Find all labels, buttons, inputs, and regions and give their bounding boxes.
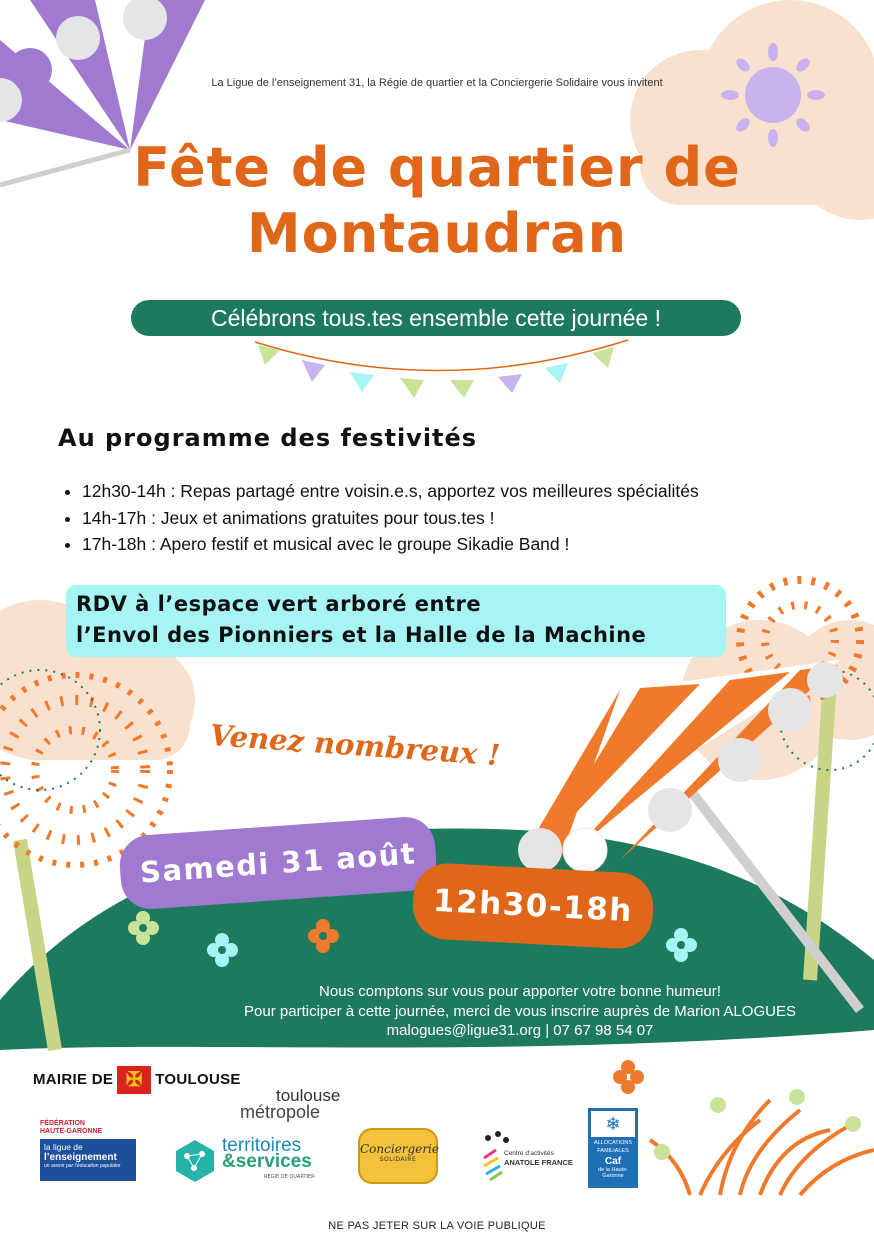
logo-mairie-toulouse: MAIRIE DE ✠ TOULOUSE	[33, 1066, 241, 1094]
program-item: • 17h-18h : Apero festif et musical avec le groupe Sikadie Band !	[82, 531, 699, 558]
come-many-text: Venez nombreux !	[208, 718, 502, 773]
logo-toulouse-metropole: toulouse métropole	[240, 1086, 341, 1122]
network-icon	[172, 1138, 218, 1184]
program-list	[56, 478, 699, 558]
event-time: 12h30-18h	[411, 862, 655, 950]
page-title	[60, 135, 814, 267]
occitan-cross-icon: ✠	[117, 1066, 151, 1094]
program-heading: Au programme des festivités	[58, 424, 478, 452]
bunting-garland	[255, 340, 628, 398]
logo-conciergerie-solidaire: Conciergerie SOLIDAIRE	[358, 1128, 438, 1184]
snowflake-icon: ❄	[591, 1111, 635, 1137]
title-line-1: Fête de quartier de	[133, 136, 741, 199]
logo-territoires-services: territoires &services RÉGIE DE QUARTIER	[172, 1138, 322, 1184]
title-line-2: Montaudran	[246, 202, 628, 265]
meeting-place-line-2: l’Envol des Pionniers et la Halle de la Machine	[76, 623, 647, 647]
info-line-1: Nous comptons sur vous pour apporter votre bonne humeur!	[319, 983, 721, 1000]
info-line-2: Pour participer à cette journée, merci de vous inscrire auprès de Marion ALOGUES	[244, 1002, 796, 1020]
meeting-place-line-1: RDV à l’espace vert arboré entre	[76, 592, 482, 616]
program-item: • 14h-17h : Jeux et animations gratuites pour tous.tes !	[82, 505, 699, 532]
logo-caf: ❄ ALLOCATIONS FAMILIALES Caf de la Haute- Garonne	[588, 1108, 638, 1188]
logo-ligue-enseignement: FÉDÉRATION HAUTE-GARONNE la ligue de l’enseignement un avenir par l’éducation populaire	[40, 1120, 140, 1181]
invitation-line: La Ligue de l’enseignement 31, la Régie de quartier et la Conciergerie Solidaire vous invitent	[211, 77, 663, 89]
program-item: • 12h30-14h : Repas partagé entre voisin.e.s, apportez vos meilleures spécialités	[82, 478, 699, 505]
contact-info	[200, 982, 840, 1041]
slogan-banner: Célébrons tous.tes ensemble cette journée !	[131, 300, 741, 336]
meeting-place-box	[66, 585, 726, 657]
contact-email-phone: malogues@ligue31.org | 07 67 98 54 07	[386, 1022, 654, 1039]
logo-anatole-france: Centre d’activités ANATOLE FRANCE	[482, 1128, 574, 1184]
event-date: Samedi 31 août	[118, 815, 438, 911]
footer-notice: NE PAS JETER SUR LA VOIE PUBLIQUE	[328, 1220, 546, 1232]
